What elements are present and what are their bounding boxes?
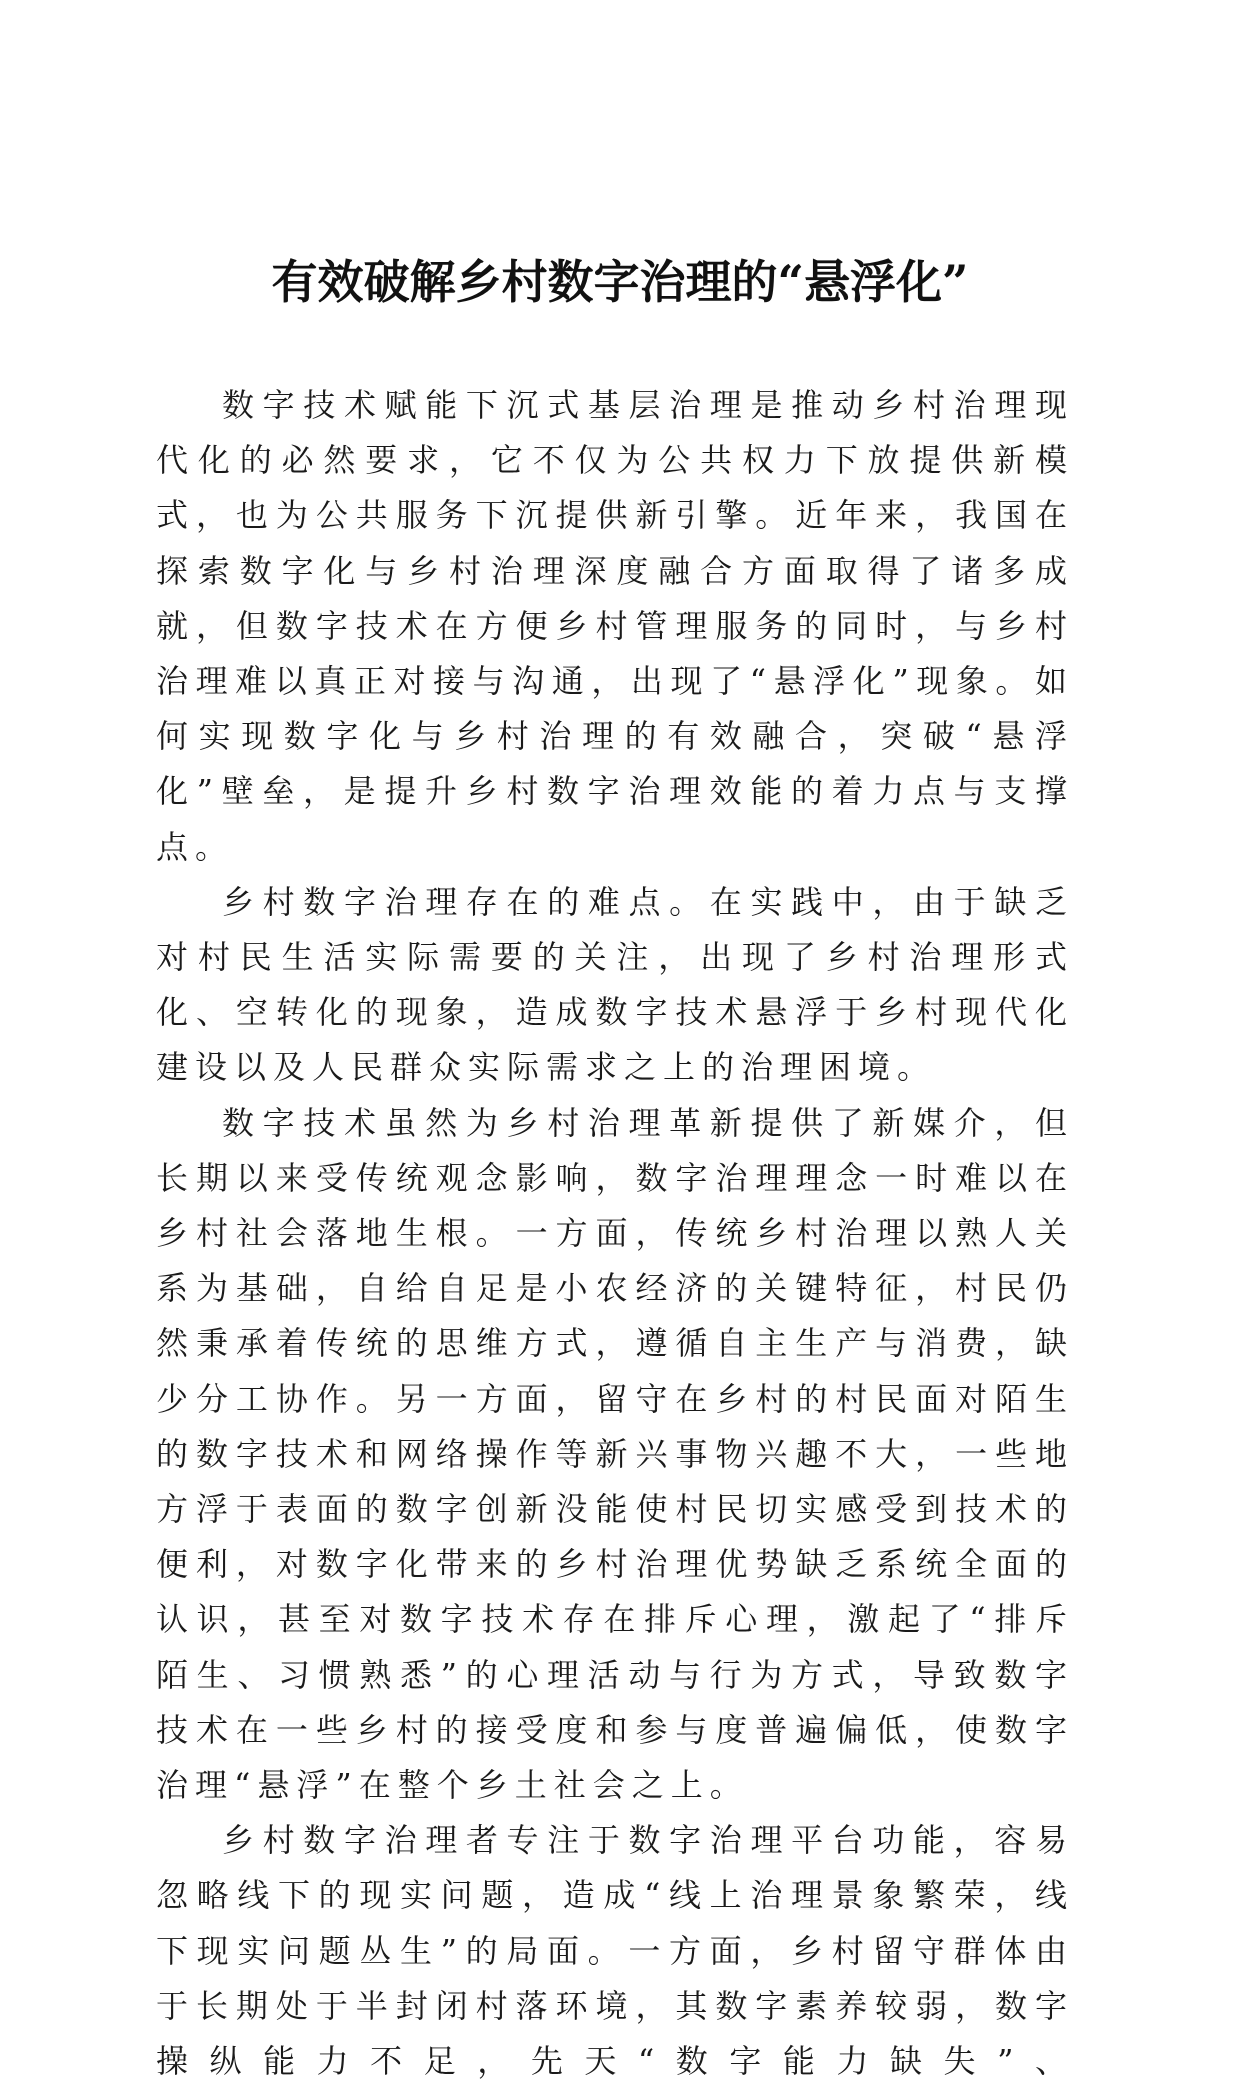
paragraph-3: 数字技术虽然为乡村治理革新提供了新媒介，但长期以来受传统观念影响，数字治理理念一时难以在乡村社会落地生根。一方面，传统乡村治理以熟人关系为基础，自给自足是小农经济的关键特征，村民仍然秉承着传统的思维方式，遵循自主生产与消费，缺少分工协作。另一方面，留守在乡村的村民面对陌生的数字技术和网络操作等新兴事物兴趣不大，一些地方浮于表面的数字创新没能使村民切实感受到技术的便利，对数字化带来的乡村治理优势缺乏系统全面的认识，甚至对数字技术存在排斥心理，激起了“排斥陌生、习惯熟悉”的心理活动与行为方式，导致数字技术在一些乡村的接受度和参与度普遍偏低，使数字治理“悬浮”在整个乡土社会之上。 (156, 1103, 1074, 1805)
paragraph-2: 乡村数字治理存在的难点。在实践中，由于缺乏对村民生活实际需要的关注，出现了乡村治理形式化、空转化的现象，造成数字技术悬浮于乡村现代化建设以及人民群众实际需求之上的治理困境。 (156, 882, 1074, 1087)
paragraph-1: 数字技术赋能下沉式基层治理是推动乡村治理现代化的必然要求，它不仅为公共权力下放提供新模式，也为公共服务下沉提供新引擎。近年来，我国在探索数字化与乡村治理深度融合方面取得了诸多成就，但数字技术在方便乡村管理服务的同时，与乡村治理难以真正对接与沟通，出现了“悬浮化”现象。如何实现数字化与乡村治理的有效融合，突破“悬浮化”壁垒，是提升乡村数字治理效能的着力点与支撑点。 (156, 386, 1074, 866)
document-body (156, 378, 1074, 2089)
document-title: 有效破解乡村数字治理的“悬浮化” (271, 255, 969, 309)
paragraph-4: 乡村数字治理者专注于数字治理平台功能，容易忽略线下的现实问题，造成“线上治理景象繁荣，线下现实问题丛生”的局面。一方面，乡村留守群体由于长期处于半封闭村落环境，其数字素养较弱，数字操纵能力不足，先天“数字能力缺失”、 (156, 1821, 1074, 2081)
